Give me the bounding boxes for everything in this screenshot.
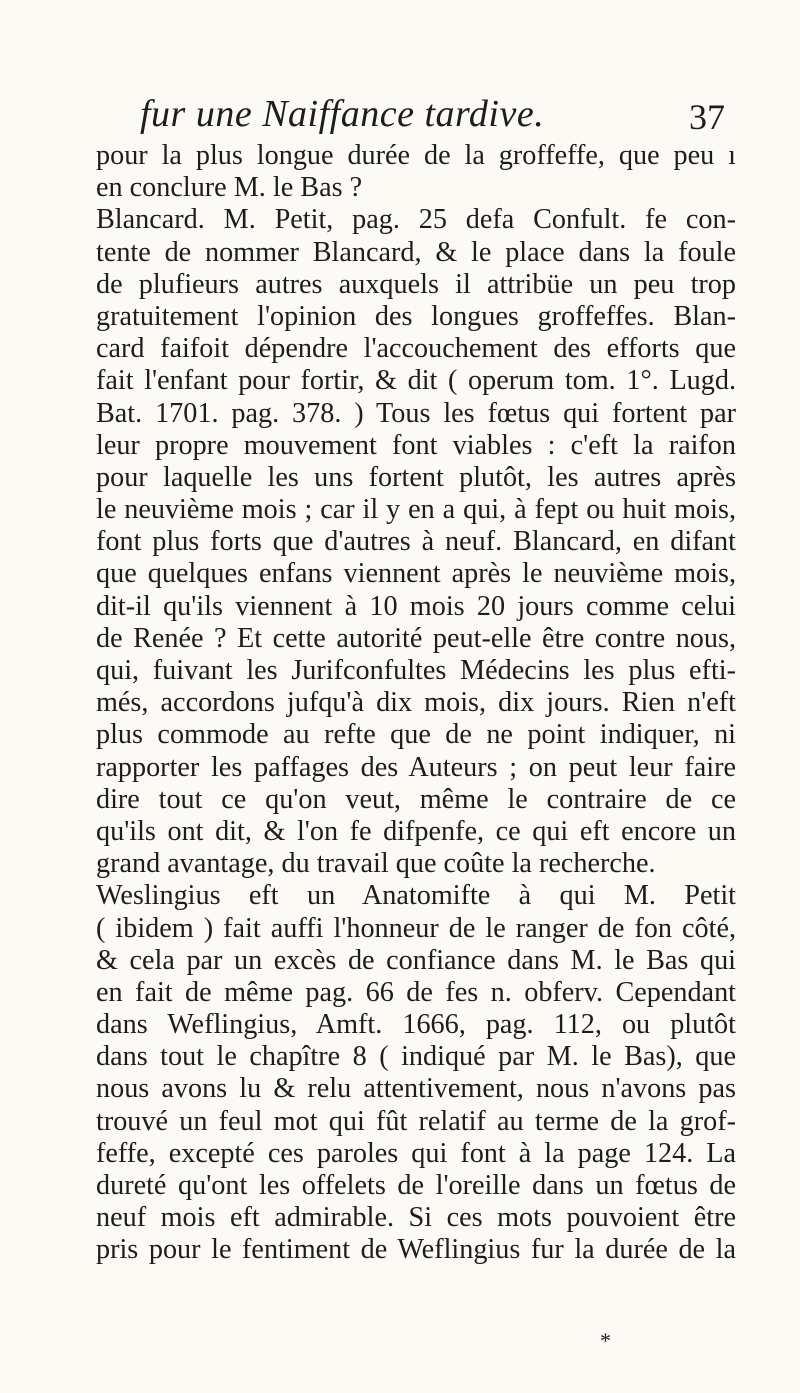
running-title: fur une Naiffance tardive. bbox=[140, 93, 545, 135]
text-line: card faifoit dépendre l'accouchement des efforts que bbox=[96, 333, 736, 365]
running-header bbox=[140, 92, 725, 142]
catchword: * bbox=[600, 1328, 611, 1353]
text-line: plus commode au refte que de ne point indiquer, ni bbox=[96, 719, 736, 751]
text-line: Bat. 1701. pag. 378. ) Tous les fœtus qui fortent par bbox=[96, 397, 736, 429]
text-line: més, accordons jufqu'à dix mois, dix jours. Rien n'eft bbox=[96, 687, 736, 719]
text-line: dans Weflingius, Amft. 1666, pag. 112, ou plutôt bbox=[96, 1009, 736, 1041]
text-line: que quelques enfans viennent après le neuvième mois, bbox=[96, 558, 736, 590]
text-line: feffe, excepté ces paroles qui font à la page 124. La bbox=[96, 1137, 736, 1169]
text-line: rapporter les paffages des Auteurs ; on peut leur faire bbox=[96, 751, 736, 783]
text-line: ( ibidem ) fait auffi l'honneur de le ranger de fon côté, bbox=[96, 912, 736, 944]
text-line: font plus forts que d'autres à neuf. Blancard, en difant bbox=[96, 526, 736, 558]
text-line: Weslingius eft un Anatomifte à qui M. Petit bbox=[96, 880, 736, 912]
text-line: le neuvième mois ; car il y en a qui, à fept ou huit mois, bbox=[96, 494, 736, 526]
page-number: 37 bbox=[689, 97, 725, 137]
text-line: leur propre mouvement font viables : c'eft la raifon bbox=[96, 429, 736, 461]
text-line: dans tout le chapître 8 ( indiqué par M. le Bas), que bbox=[96, 1041, 736, 1073]
text-line: dire tout ce qu'on veut, même le contraire de ce bbox=[96, 783, 736, 815]
text-line: trouvé un feul mot qui fût relatif au terme de la grof- bbox=[96, 1105, 736, 1137]
text-line: de plufieurs autres auxquels il attribüe un peu trop bbox=[96, 268, 736, 300]
text-line: neuf mois eft admirable. Si ces mots pouvoient être bbox=[96, 1202, 736, 1234]
text-line: qu'ils ont dit, & l'on fe difpenfe, ce qui eft encore un bbox=[96, 815, 736, 847]
text-line: en conclure M. le Bas ? bbox=[96, 172, 363, 204]
text-line: fait l'enfant pour fortir, & dit ( operum tom. 1°. Lugd. bbox=[96, 365, 736, 397]
text-line: tente de nommer Blancard, & le place dans la foule bbox=[96, 236, 736, 268]
text-line: pour la plus longue durée de la groffeffe, que peu ı bbox=[96, 140, 736, 171]
text-line: en fait de même pag. 66 de fes n. obferv. Cependant bbox=[96, 976, 736, 1008]
text-line: dit-il qu'ils viennent à 10 mois 20 jours comme celui bbox=[96, 590, 736, 622]
text-line: & cela par un excès de confiance dans M. le Bas qui bbox=[96, 944, 736, 976]
text-line: pris pour le fentiment de Weflingius fur la durée de la bbox=[96, 1234, 736, 1266]
text-line: nous avons lu & relu attentivement, nous n'avons pas bbox=[96, 1073, 736, 1105]
text-line: Blancard. M. Petit, pag. 25 defa Confult. fe con- bbox=[96, 204, 736, 236]
text-line: dureté qu'ont les offelets de l'oreille dans un fœtus de bbox=[96, 1170, 736, 1201]
text-line: pour laquelle les uns fortent plutôt, les autres après bbox=[96, 461, 736, 493]
text-line: de Renée ? Et cette autorité peut-elle être contre nous, bbox=[96, 622, 736, 654]
text-block bbox=[96, 140, 736, 1267]
text-line: gratuitement l'opinion des longues groffeffes. Blan- bbox=[96, 300, 736, 332]
text-line: grand avantage, du travail que coûte la recherche. bbox=[96, 848, 656, 880]
text-line: qui, fuivant les Jurifconfultes Médecins les plus efti- bbox=[96, 655, 736, 686]
